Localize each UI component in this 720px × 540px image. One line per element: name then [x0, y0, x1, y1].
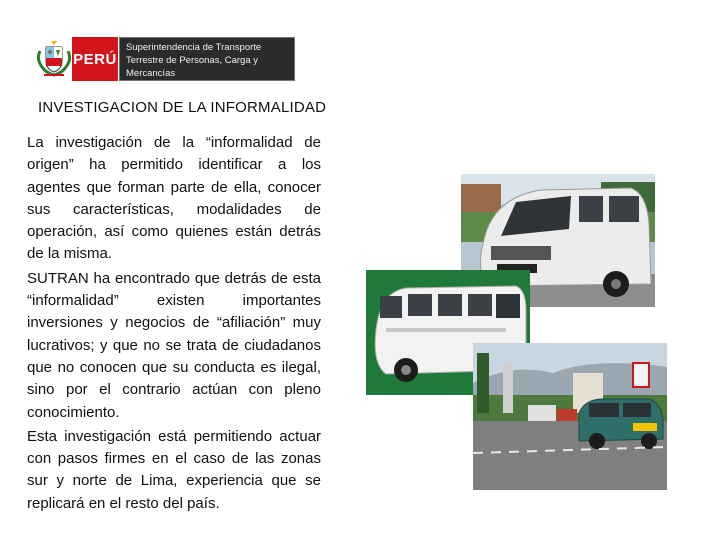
page-title: INVESTIGACION DE LA INFORMALIDAD	[38, 99, 327, 116]
paragraph: SUTRAN ha encontrado que detrás de esta “informalidad” existen importantes inversiones y negocios de “afiliación” muy lucrativos; y que no se trata de ciudadanos que no conocen que su conducta es ilegal, sino por el contrario actúan con pleno conocimiento.	[27, 269, 321, 421]
agency-line-1: Superintendencia de Transporte	[126, 42, 262, 53]
body-text	[27, 132, 321, 515]
header-banner	[36, 37, 295, 81]
paragraph: La investigación de la “informalidad de origen” ha permitido identificar a los agentes que forman parte de ella, conocer sus características, modalidades de operación, así como quienes están detrás de la misma.	[27, 134, 321, 263]
coat-of-arms-icon	[36, 37, 72, 81]
street-photo	[473, 343, 667, 490]
peru-label: PERÚ	[72, 37, 119, 81]
agency-line-3: Mercancías	[126, 68, 176, 79]
agency-line-2: Terrestre de Personas, Carga y	[126, 55, 259, 66]
paragraph: Esta investigación está permitiendo actuar con pasos firmes en el caso de las zonas sur y norte de Lima, experiencia que se replicará en el resto del país.	[27, 427, 321, 512]
agency-name	[119, 37, 295, 81]
